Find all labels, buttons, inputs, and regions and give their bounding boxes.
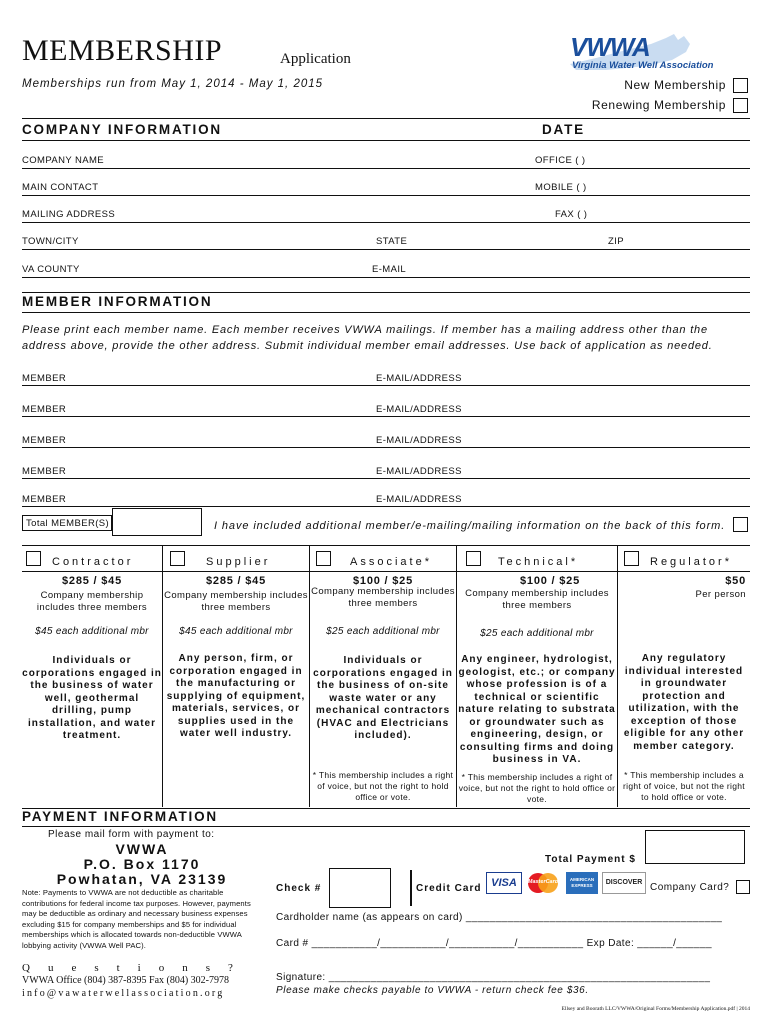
member-top-rule <box>22 292 750 293</box>
date-label: DATE <box>542 122 585 137</box>
cardholder-name-field[interactable]: Cardholder name (as appears on card) ___________________________________________ <box>276 912 723 923</box>
associate-checkbox[interactable] <box>316 551 331 566</box>
regulator-includes: Per person <box>695 589 746 600</box>
mail-org: VWWA <box>115 841 169 857</box>
member-row-field[interactable] <box>22 478 750 479</box>
new-membership-checkbox[interactable] <box>733 78 748 93</box>
member-instructions: Please print each member name. Each member receives VWWA mailings. If member has a mailing address other than the address above, provide the other address. Submit individual member email addresses. Use back of application as needed. <box>22 324 713 352</box>
associate-includes: Company membership includes three members <box>311 586 455 609</box>
technical-additional: $25 each additional mbr <box>480 628 594 639</box>
card-number-field[interactable]: Card # ___________/___________/___________/___________ Exp Date: ______/______ <box>276 938 713 949</box>
mastercard-icon <box>524 872 562 894</box>
technical-description: Any engineer, hydrologist, geologist, etc.; or company whose profession is of a technical or scientific nature relating to substrata or groundwater such as engineering, design, or consulting firms and doing business in VA. <box>458 654 616 765</box>
visa-text: VISA <box>491 877 517 889</box>
total-payment-input[interactable] <box>645 830 745 864</box>
va-county-label: VA COUNTY <box>22 264 80 275</box>
signature-field[interactable]: Signature: ________________________________________________________________ <box>276 972 711 983</box>
check-number-label: Check # <box>276 883 322 894</box>
member-row-field[interactable] <box>22 506 750 507</box>
company-email-label: E-MAIL <box>372 264 407 275</box>
form-title: MEMBERSHIP <box>22 34 223 67</box>
supplier-checkbox[interactable] <box>170 551 185 566</box>
payment-heading-rule <box>22 826 750 827</box>
included-note: I have included additional member/e-mailing/mailing information on the back of this form. <box>214 520 726 532</box>
regulator-note: * This membership includes a right of voice, but not the right to hold office or vote. <box>623 770 745 802</box>
discover-text: DISCOVER <box>605 879 643 886</box>
questions-label: Questions? <box>22 962 251 974</box>
contractor-checkbox[interactable] <box>26 551 41 566</box>
types-header-rule <box>22 571 750 572</box>
contractor-includes: Company membership includes three members <box>36 590 148 613</box>
visa-card-icon <box>486 872 522 894</box>
regulator-checkbox[interactable] <box>624 551 639 566</box>
check-number-input[interactable] <box>329 868 391 908</box>
supplier-includes: Company membership includes three members <box>164 590 308 613</box>
member-label: MEMBER <box>22 404 67 415</box>
regulator-description: Any regulatory individual interested in groundwater protection and utilization, with the exception of those eligible for any other member category. <box>623 653 745 752</box>
member-email-label: E-MAIL/ADDRESS <box>376 494 462 505</box>
technical-includes: Company membership includes three members <box>465 588 609 611</box>
member-label: MEMBER <box>22 494 67 505</box>
amex-card-icon <box>566 872 598 894</box>
technical-title: Technical* <box>498 556 579 568</box>
mailing-address-field[interactable] <box>22 222 750 223</box>
member-email-label: E-MAIL/ADDRESS <box>376 435 462 446</box>
main-contact-field[interactable] <box>22 195 750 196</box>
total-members-input[interactable] <box>112 508 202 536</box>
supplier-price: $285 / $45 <box>206 575 266 587</box>
associate-description: Individuals or corporations engaged in the business of on-site waste water or any mechanical contractors (HVAC and Electricians included). <box>313 655 453 741</box>
footer-path: Ellsey and Boorath LLC/VWWA/Original Forms/Membership Application.pdf | 2014 <box>561 1006 750 1012</box>
company-name-label: COMPANY NAME <box>22 155 105 166</box>
types-top-rule <box>22 545 750 546</box>
member-row-field[interactable] <box>22 447 750 448</box>
member-heading: MEMBER INFORMATION <box>22 294 213 309</box>
associate-price: $100 / $25 <box>353 575 413 587</box>
office-contact: VWWA Office (804) 387-8395 Fax (804) 302-7978 <box>22 975 229 986</box>
mailing-address-label: MAILING ADDRESS <box>22 209 116 220</box>
company-heading: COMPANY INFORMATION <box>22 122 222 137</box>
amex-text: AMERICAN EXPRESS <box>569 877 595 888</box>
company-heading-rule <box>22 140 750 141</box>
company-name-field[interactable] <box>22 168 750 169</box>
supplier-description: Any person, firm, or corporation engaged in the manufacturing or supplying of equipment, materials, services, or supplies used in the water well industry. <box>166 653 306 739</box>
logo-main: VWWA <box>570 32 650 62</box>
vwwa-logo <box>566 30 756 76</box>
mail-city: Powhatan, VA 23139 <box>56 871 228 887</box>
member-label: MEMBER <box>22 435 67 446</box>
supplier-additional: $45 each additional mbr <box>179 626 293 637</box>
member-heading-rule <box>22 312 750 313</box>
credit-card-label: Credit Card <box>416 883 482 894</box>
included-back-checkbox[interactable] <box>733 517 748 532</box>
checks-payable-note: Please make checks payable to VWWA - return check fee $36. <box>276 985 589 996</box>
contractor-title: Contractor <box>52 556 134 568</box>
tax-note: Note: Payments to VWWA are not deductible as charitable contributions for federal income tax purposes. However, payments may be deductible as ordinary and necessary business expenses excluding $15 for company memberships and $5 for individual memberships which is allocated towards non-deductible VWWA lobbying activity (VWWA Well PAC). <box>22 888 251 950</box>
state-label: STATE <box>376 236 408 247</box>
associate-note: * This membership includes a right of voice, but not the right to hold office or vote. <box>312 770 454 802</box>
technical-price: $100 / $25 <box>520 575 580 587</box>
technical-note: * This membership includes a right of voice, but not the right to hold office or vote. <box>458 772 616 804</box>
new-membership-label: New Membership <box>624 78 726 92</box>
company-top-rule <box>22 118 750 119</box>
contractor-price: $285 / $45 <box>62 575 122 587</box>
payment-heading: PAYMENT INFORMATION <box>22 809 218 824</box>
regulator-price: $50 <box>725 575 746 587</box>
contractor-description: Individuals or corporations engaged in the business of water well, geothermal drilling, pump installation, and water treatment. <box>22 655 162 741</box>
website: info@vawaterwellassociation.org <box>22 988 225 999</box>
discover-card-icon <box>602 872 646 894</box>
member-email-label: E-MAIL/ADDRESS <box>376 466 462 477</box>
total-payment-label: Total Payment $ <box>545 854 636 865</box>
form-subtitle: Application <box>280 51 351 67</box>
county-email-field[interactable] <box>22 277 750 278</box>
renewing-membership-label: Renewing Membership <box>591 98 726 112</box>
company-card-label: Company Card? <box>650 882 730 893</box>
associate-title: Associate* <box>350 556 432 568</box>
mail-po-box: P.O. Box 1170 <box>83 856 201 872</box>
membership-period: Memberships run from May 1, 2014 - May 1, 2015 <box>22 78 324 90</box>
associate-additional: $25 each additional mbr <box>326 626 440 637</box>
fax-label: FAX ( ) <box>555 209 588 220</box>
member-row-field[interactable] <box>22 416 750 417</box>
main-contact-label: MAIN CONTACT <box>22 182 99 193</box>
total-members-label: Total MEMBER(S) <box>22 515 112 531</box>
payment-divider <box>410 870 412 906</box>
mobile-phone-label: MOBILE ( ) <box>535 182 587 193</box>
member-email-label: E-MAIL/ADDRESS <box>376 373 462 384</box>
member-label: MEMBER <box>22 373 67 384</box>
town-city-label: TOWN/CITY <box>22 236 79 247</box>
office-phone-label: OFFICE ( ) <box>535 155 586 166</box>
zip-label: ZIP <box>608 236 624 247</box>
member-label: MEMBER <box>22 466 67 477</box>
renewing-membership-checkbox[interactable] <box>733 98 748 113</box>
mail-to-label: Please mail form with payment to: <box>48 829 215 840</box>
town-state-zip-field[interactable] <box>22 249 750 250</box>
regulator-title: Regulator* <box>650 556 732 568</box>
contractor-additional: $45 each additional mbr <box>35 626 149 637</box>
member-row-field[interactable] <box>22 385 750 386</box>
logo-sub: Virginia Water Well Association <box>572 60 714 71</box>
mastercard-text: MasterCard <box>527 879 559 885</box>
supplier-title: Supplier <box>206 556 271 568</box>
company-card-checkbox[interactable] <box>736 880 750 894</box>
technical-checkbox[interactable] <box>466 551 481 566</box>
member-email-label: E-MAIL/ADDRESS <box>376 404 462 415</box>
